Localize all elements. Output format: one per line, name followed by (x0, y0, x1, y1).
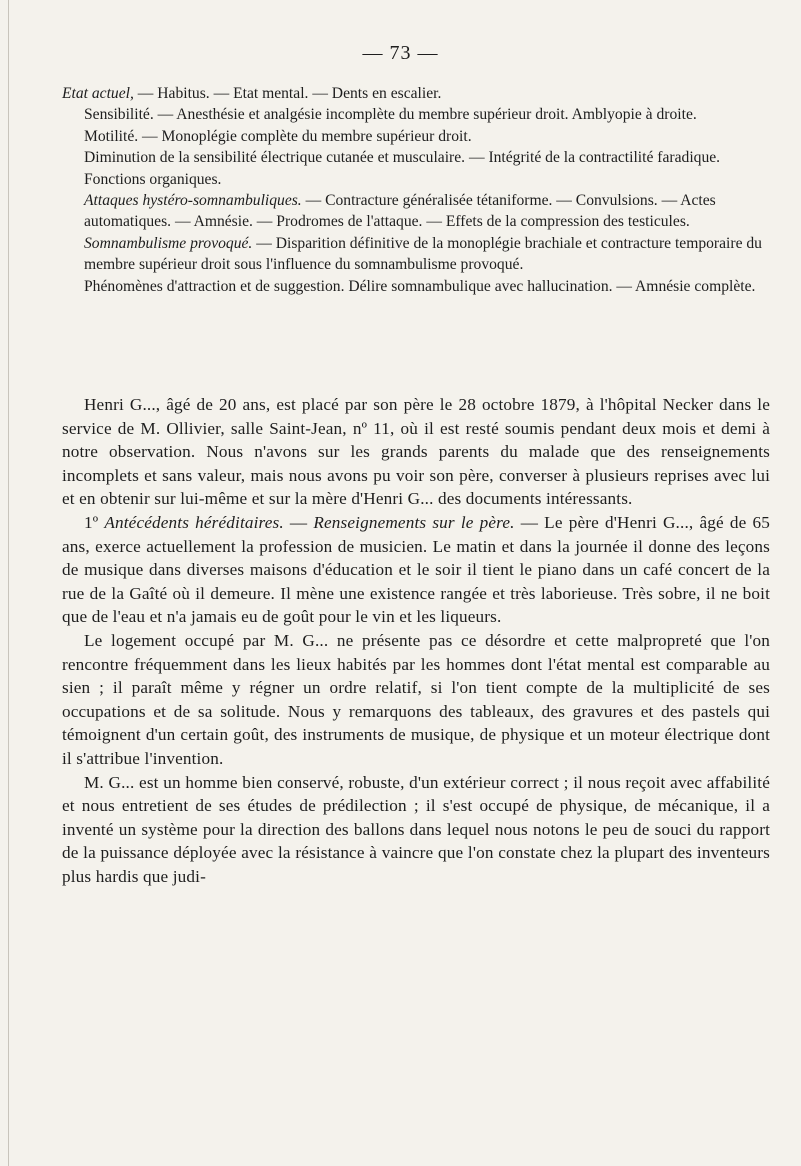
summary-somnambulisme (62, 233, 768, 276)
summary-phenomenes: Phénomènes d'attraction et de suggestion. Délire somnambulique avec hallucination. — Amnésie complète. (84, 277, 756, 295)
section-heading-antecedents: Antécédents héréditaires. (104, 512, 284, 532)
summary-somnambulisme-text: — Disparition définitive de la monoplégie brachiale et contracture temporaire du membre supérieur droit sous l'influence du somnambulisme provoqué. (84, 234, 762, 274)
summary-somnambulisme-label: Somnambulisme provoqué. (84, 234, 253, 252)
paragraph-portrait: M. G... est un homme bien conservé, robuste, d'un extérieur correct ; il nous reçoit avec affabilité et nous entretient de ses études de prédilection ; il s'est occupé de physique, de mécanique, il a inventé un système pour la direction des ballons dans lequel nous notons le peu de souci du rapport de la puissance déployée avec la résistance à vaincre que l'on constate chez la plupart des inventeurs plus hardis que judi- (62, 772, 770, 886)
summary-diminution: Diminution de la sensibilité électrique cutanée et musculaire. — Intégrité de la contractilité faradique. (84, 149, 721, 167)
section-heading-pere: Renseignements sur le père. (313, 512, 515, 532)
summary-etat (62, 83, 768, 104)
page-number: — 73 — (362, 42, 439, 64)
body-text (62, 393, 770, 888)
case-summary (62, 83, 768, 297)
summary-fonctions: Fonctions organiques. (84, 170, 222, 188)
summary-attaques (62, 190, 768, 233)
summary-etat-label: Etat actuel, (62, 85, 134, 102)
paragraph-antecedents-text: — Le père d'Henri G..., âgé de 65 ans, exerce actuellement la profession de musicien. Le matin et dans la journée il donne des leçons de musique dans diverses maisons d'éducation et le soir il tient le piano dans un café concert de la rue de la Gaîté où il demeure. Il mène une existence rangée et très laborieuse. Très sobre, il ne boit que de l'eau et n'a jamais eu de goût pour le vin et les liqueurs. (62, 512, 770, 627)
summary-sensibilite: Sensibilité. — Anesthésie et analgésie incomplète du membre supérieur droit. Amblyopie à droite. (84, 106, 697, 124)
page-edge-rule (8, 0, 9, 1166)
paragraph-logement: Le logement occupé par M. G... ne présente pas ce désordre et cette malpropreté que l'on rencontre fréquemment dans les lieux habités par les hommes dont l'état mental est comparable au sien ; il paraît même y régner un ordre relatif, si l'on tient compte de la multiplicité de ses occupations et de sa solitude. Nous y remarquons des tableaux, des gravures et des pastels qui témoignent d'un certain goût, des instruments de musique, de physique et un moteur électrique dont il s'attribue l'invention. (62, 630, 770, 768)
summary-motilite: Motilité. — Monoplégie complète du membre supérieur droit. (84, 127, 472, 145)
summary-attaques-text: — Contracture généralisée tétaniforme. — Convulsions. — Actes automatiques. — Amnésie. — Prodromes de l'attaque. — Effets de la compression des testicules. (84, 192, 716, 231)
section-separator: — (283, 512, 314, 532)
summary-attaques-label: Attaques hystéro-somnambuliques. (84, 192, 302, 210)
section-number: 1º (84, 512, 105, 532)
paragraph-antecedents (62, 511, 770, 629)
summary-etat-text: — Habitus. — Etat mental. — Dents en escalier. (133, 85, 442, 102)
paragraph-intro: Henri G..., âgé de 20 ans, est placé par son père le 28 octobre 1879, à l'hôpital Necker dans le service de M. Ollivier, salle Saint-Jean, nº 11, où il est resté soumis pendant deux mois et demi à notre observation. Nous n'avons sur les grands parents du malade que des renseignements incomplets et sans valeur, mais nous avons pu voir son père, converser à plusieurs reprises avec lui et en obtenir sur lui-même et sur la mère d'Henri G... des documents intéressants. (62, 395, 770, 509)
